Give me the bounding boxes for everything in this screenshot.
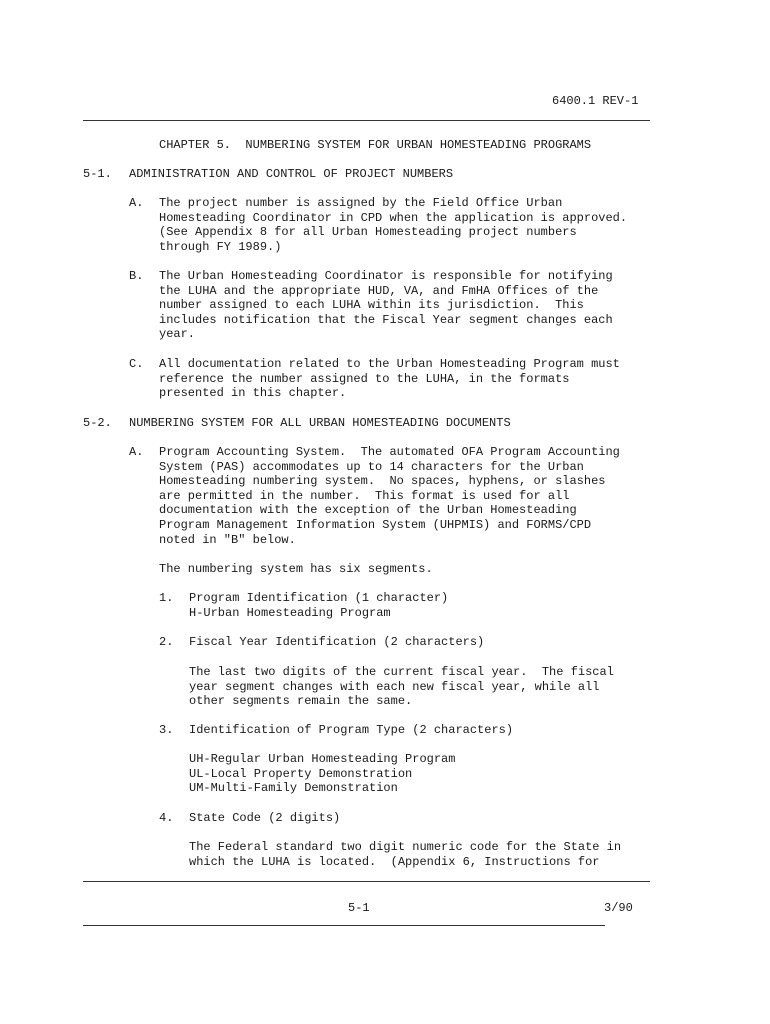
footer-rule: [83, 881, 650, 882]
segment-number: 3.: [159, 723, 174, 737]
page-number: 5-1: [348, 901, 370, 915]
item-paragraph: The project number is assigned by the Field Office Urban Homesteading Coordinator in CPD when the application is approved. (See Appendix 8 for all Urban Homesteading project numbers through FY 1989.): [159, 196, 628, 254]
segment-title: Fiscal Year Identification (2 characters): [189, 635, 485, 649]
intro-sentence: The numbering system has six segments.: [159, 562, 433, 576]
item-letter: A.: [129, 445, 144, 459]
segment-body: The Federal standard two digit numeric code for the State in which the LUHA is located. (Appendix 6, Instructions for: [189, 840, 622, 869]
header-rule: [83, 120, 650, 121]
item-paragraph: All documentation related to the Urban Homesteading Program must reference the number assigned to the LUHA, in the formats presented in this chapter.: [159, 357, 620, 401]
section-number: 5-2.: [83, 416, 112, 430]
segment-title: Identification of Program Type (2 characters): [189, 723, 514, 737]
section-title: ADMINISTRATION AND CONTROL OF PROJECT NUMBERS: [129, 167, 454, 181]
segment-body: The last two digits of the current fiscal year. The fiscal year segment changes with each new fiscal year, while all other segments remain the same.: [189, 665, 614, 709]
item-letter: B.: [129, 269, 144, 283]
section-number: 5-1.: [83, 167, 112, 181]
segment-number: 4.: [159, 811, 174, 825]
footer-bottom-rule: [83, 925, 605, 926]
segment-body: H-Urban Homesteading Program: [189, 606, 391, 620]
item-paragraph: Program Accounting System. The automated OFA Program Accounting System (PAS) accommodates up to 14 characters for the Urban Homesteading numbering system. No spaces, hyphens, or slashes are permitted in the number. This format is used for all documentation with the exception of the Urban Homesteading Program Management Information System (UHPMIS) and FORMS/CPD noted in "B" below.: [159, 445, 620, 547]
item-letter: C.: [129, 357, 144, 371]
document-id: 6400.1 REV-1: [552, 94, 639, 108]
item-letter: A.: [129, 196, 144, 210]
chapter-title: CHAPTER 5. NUMBERING SYSTEM FOR URBAN HOMESTEADING PROGRAMS: [159, 138, 592, 152]
segment-body: UH-Regular Urban Homesteading Program UL-Local Property Demonstration UM-Multi-Family Demonstration: [189, 752, 456, 796]
segment-title: Program Identification (1 character): [189, 591, 449, 605]
section-title: NUMBERING SYSTEM FOR ALL URBAN HOMESTEADING DOCUMENTS: [129, 416, 511, 430]
segment-number: 1.: [159, 591, 174, 605]
item-paragraph: The Urban Homesteading Coordinator is responsible for notifying the LUHA and the appropriate HUD, VA, and FmHA Offices of the number assigned to each LUHA within its jurisdiction. This includes notification that the Fiscal Year segment changes each year.: [159, 269, 613, 342]
segment-title: State Code (2 digits): [189, 811, 341, 825]
segment-number: 2.: [159, 635, 174, 649]
revision-date: 3/90: [604, 901, 633, 915]
